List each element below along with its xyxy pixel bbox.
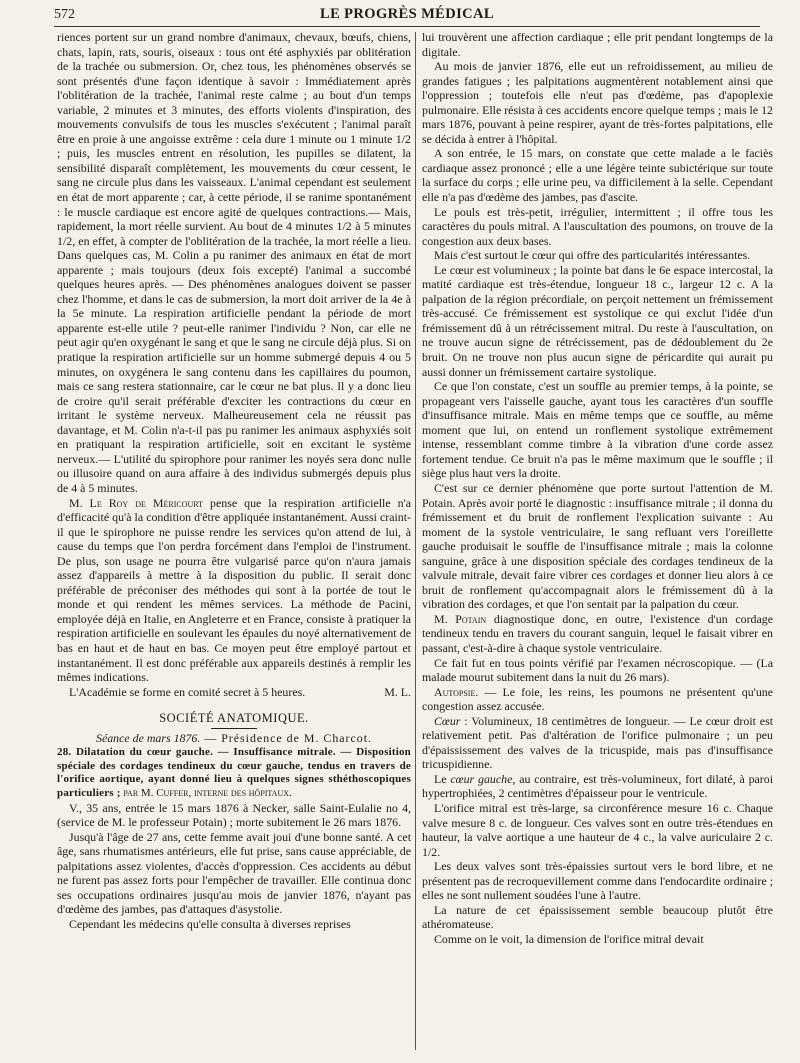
seance-presidency: — Présidence de M. Charcot. [200,730,372,745]
journal-title: LE PROGRÈS MÉDICAL [320,6,494,22]
speaker-text: pense que la respiration artificielle n'a d'efficacité qu'à la condition d'être appliquée instantanément. Aussi craint-il que le spirophore ne puisse rendre les services qu'on attend de lui, à cause du temps que l'on perdra forcément dans l'emploi de l'instrument. De plus, son usage ne pourra être vulgarisé parce qu'on n'aura jamais assez d'appareils à mettre à la disposition du public. Il serait donc préférable de préconiser des méthodes qui sont à la portée de tout le monde et qui rendent les mêmes services. La méthode de Pacini, employée déjà en Italie, en Angleterre et en France, consiste à pratiquer la respiration artificielle en soulevant les épaules du noyé alternativement de bas en haut et de haut en bas. Ce moyen peut être employé partout et instantanément. Il est donc préférable aux appareils destinés à remplir les mêmes indications. [57,495,412,685]
case-paragraph: Le pouls est très-petit, irrégulier, intermittent ; il offre tous les caractères du pouls mitral. A l'auscultation des poumons, on trouve de la congestion aux deux bases. [422,204,773,248]
case-paragraph: Jusqu'à l'âge de 27 ans, cette femme avait joui d'une bonne santé. A cet âge, sans rhumatismes antérieurs, elle fut prise, sans cause appréciable, de palpitations assez violentes, d'accès d'oppression. Ces accidents au début ne furent pas assez forts pour l'empêcher de travailler. Elle continua donc ses occupations ordinaires jusqu'au mois de janvier 1876, n'ayant pas d'œdème des jambes, pas d'attaques d'asystolie. [57,829,411,917]
seance-date: Séance de mars 1876. [96,730,201,745]
left-heart-prefix: Le [434,771,451,786]
column-divider [415,32,416,1050]
heart-label: Cœur [434,713,461,728]
left-heart-paragraph [422,772,773,801]
autopsy-paragraph [422,685,773,714]
right-column [422,30,773,946]
closing-line [57,685,411,700]
speaker-text: diagnostique donc, en outre, l'existence d'un cordage tendineux tendu en travers du courant sanguin, lequel le faisait vibrer en passant, c'est-à-dire à chaque systole ventriculaire. [422,611,774,655]
observation-title [57,746,411,800]
left-heart-label: cœur gauche [450,771,513,786]
speaker-name: M. Le Roy de Méricourt [69,495,204,510]
case-paragraph: Les deux valves sont très-épaissies surtout vers le bord libre, et ne présentent pas de recroquevillement comme dans l'endocardite ordinaire ; elles ne sont nullement soudées l'une à l'autre. [422,859,773,903]
observation-heading: Dilatation du cœur gauche. — Insuffisance mitrale. — Disposition spéciale des cordages tendineux du cœur gauche, tendus en travers de l'orifice aortique, ayant donné lieu à quelques signes sthéthoscopiques particuliers ; [57,746,411,800]
case-paragraph [422,612,773,656]
case-paragraph: La nature de cet épaississement semble beaucoup plutôt être athéromateuse. [422,902,773,932]
closing-signature: M. L. [384,684,411,699]
speaker-name: M. Potain [434,611,487,626]
case-paragraph: Ce fait fut en tous points vérifié par l'examen nécroscopique. — (La malade mourut subitement dans la nuit du 26 mars). [422,655,773,685]
page-number: 572 [54,7,75,22]
heart-paragraph [422,714,773,772]
left-column [57,30,411,932]
autopsy-text: — Le foie, les reins, les poumons ne présentent qu'une congestion assez accusée. [422,684,773,714]
case-paragraph: lui trouvèrent une affection cardiaque ; elle prit pendant longtemps de la digitale. [422,30,773,59]
section-heading: SOCIÉTÉ ANATOMIQUE. [159,711,309,726]
heart-text: : Volumineux, 18 centimètres de longueur. — Le cœur droit est relativement petit. Pas d'altération de l'orifice pulmonaire ; un peu d'épaississement des valves de la tricuspide, mais pas d'insuffisance tricuspidienne. [422,713,773,772]
page-header [54,6,760,27]
case-paragraph: V., 35 ans, entrée le 15 mars 1876 à Necker, salle Saint-Eulalie no 4, (service de M. le professeur Potain) ; morte subitement le 26 mars 1876. [57,800,411,830]
closing-text: L'Académie se forme en comité secret à 5 heures. [69,684,306,699]
observation-number: 28. [57,746,72,759]
seance-line [57,731,411,746]
case-paragraph: C'est sur ce dernier phénomène que porte surtout l'attention de M. Potain. Après avoir porté le diagnostic : insuffisance mitrale ; il donna du frémissement et du bruit de ronflement l'explication suivante : Au moment de la systole ventriculaire, le sang refluant vers l'oreillette gauche produisait le souffle de l'insuffisance mitrale ; mais la colonne sanguine, grâce à une disposition spéciale des cordages tendineux de la valvule mitrale, devait faire vibrer ces cordages et donner lieu alors à ce bruit de ronflement qu'accompagnait alors le frémissement dû à la vibration des cordages, et que l'on sentait par la palpation du cœur. [422,480,773,612]
case-paragraph: Cependant les médecins qu'elle consulta à diverses reprises [69,917,351,931]
article-paragraph: riences portent sur un grand nombre d'animaux, chevaux, bœufs, chiens, chats, lapin, rats, souris, oiseaux : tous ont été asphyxiés par oblitération de la trachée ou submersion. Or, chez tous, les phénomènes observés se sont présentés d'une façon identique à savoir : Immédiatement après l'oblitération de la trachée, l'animal reste calme ; au bout d'un temps variable, 2 minutes et 3 minutes, des efforts violents d'inspiration, des mouvements convulsifs de tous les muscles s'exécutent ; l'animal paraît être en proie à une angoisse extrême : cela dure 1 minute ou 1 minute 1/2 ; puis, les muscles entrent en résolution, les pupilles se dilatent, la sensibilité disparaît complètement, les mouvements du cœur cessent, le sang ne circule plus dans les vaisseaux. L'animal cependant est seulement en état de mort apparente ; car, à cette période, il se ranime spontanément : le muscle cardiaque est encore agité de quelques contractions.— Mais, rapidement, la mort réelle survient. Au bout de 4 minutes 1/2 à 5 minutes 1/2, en effet, à compter de l'oblitération de la trachée, la mort réelle a lieu. Dans quelques cas, M. Colin a pu ranimer des animaux en état de mort apparente ; mais toujours (deux fois excepté) l'animal a succombé quelques heures après. — Des phénomènes analogues doivent se passer chez l'homme, et dans le cas de submersion, la mort doit arriver de la 4e à la 5e minute. La respiration artificielle pendant la période de mort apparente est-elle utile ? peut-elle ranimer l'individu ? Non, car elle ne peut agir qu'en oxygénant le sang et que le sang ne circule déjà plus. Si on pratique la respiration artificielle sur un homme submergé depuis 4 ou 5 minutes, on oxygénera le sang contenu dans les capillaires du poumon, mais ce sang restera stationnaire, car le cœur ne bat plus. Il y a donc lieu de croire qu'il serait préférable d'exciter les contractions du cœur en irritant le système nerveux. Malheureusement cela ne réussit pas davantage, et M. Colin n'a-t-il pas pu ranimer les animaux asphyxiés soit en pratiquant la respiration artificielle, soit en excitant le système nerveux.— L'utilité du spirophore pour ranimer les noyés sera donc nulle ou illusoire quand on aura affaire à des individus submergés depuis plus de 4 à 5 minutes. [57,30,411,495]
case-paragraph: Le cœur est volumineux ; la pointe bat dans le 6e espace intercostal, la matité cardiaque est très-étendue, longueur 18 c., largeur 12 c. A la palpation de la région précordiale, on perçoit nettement un frémissement très-accusé. Ce frémissement est systolique ce qui exclut l'idée d'un frémissement dû à un rétrécissement mitral. Du reste à l'auscultation, on ne trouve aucun signe de rétrécissement, pas de dédoublement du 2e bruit. On ne trouve non plus aucun signe de péricardite qui aurait pu aussi donner un frémissement cartaire systolique. [422,262,773,379]
autopsy-label: Autopsie. [434,684,479,699]
heading-rule [211,728,257,729]
observation-author: par M. Cuffer, interne des hôpitaux. [120,787,292,800]
case-paragraph: Comme on le voit, la dimension de l'orifice mitral devait [434,931,704,946]
case-paragraph: Ce que l'on constate, c'est un souffle au premier temps, à la pointe, se propageant vers l'aisselle gauche, ayant tous les caractères d'un souffle d'insuffisance mitrale. Mais en même temps que ce souffle, au même moment que lui, on entend un ronflement systolique extrêmement intense, ressemblant comme timbre à la vibration d'une corde assez fortement tendue. Ce bruit n'a pas le même maximum que le souffle ; il siège plus haut vers la droite. [422,379,773,481]
case-paragraph: A son entrée, le 15 mars, on constate que cette malade a le faciès cardiaque assez prononcé ; elle a une légère teinte subictérique sur toute la surface du corps ; elle urine peu, va difficilement à la selle. Cependant elle n'a pas d'œdème des jambes, pas d'ascite. [422,146,773,205]
article-paragraph [57,496,411,685]
case-paragraph: Au mois de janvier 1876, elle eut un refroidissement, au milieu de grandes fatigues ; les palpitations augmentèrent notablement ainsi que l'oppression ; toutefois elle n'eut pas d'œdème, pas d'apoplexie pulmonaire. Elle résista à ces accidents encore quelque temps ; mais le 12 mars 1876, pouvant à peine respirer, ayant de très-fortes palpitations, elle se décida à entrer à l'hôpital. [422,59,773,146]
case-paragraph: L'orifice mitral est très-large, sa circonférence mesure 16 c. Chaque valve mesure 8 c. de longueur. Ces valves sont en outre très-étendues en hauteur, la valve aortique a une hauteur de 4 c., la valve auriculaire 2 c. 1/2. [422,800,773,859]
case-paragraph: Mais c'est surtout le cœur qui offre des particularités intéressantes. [434,248,751,263]
left-heart-text: , au contraire, est très-volumineux, fort dilaté, à paroi hypertrophiées, 2 centimètres d'épaisseur pour le ventricule. [422,771,774,801]
